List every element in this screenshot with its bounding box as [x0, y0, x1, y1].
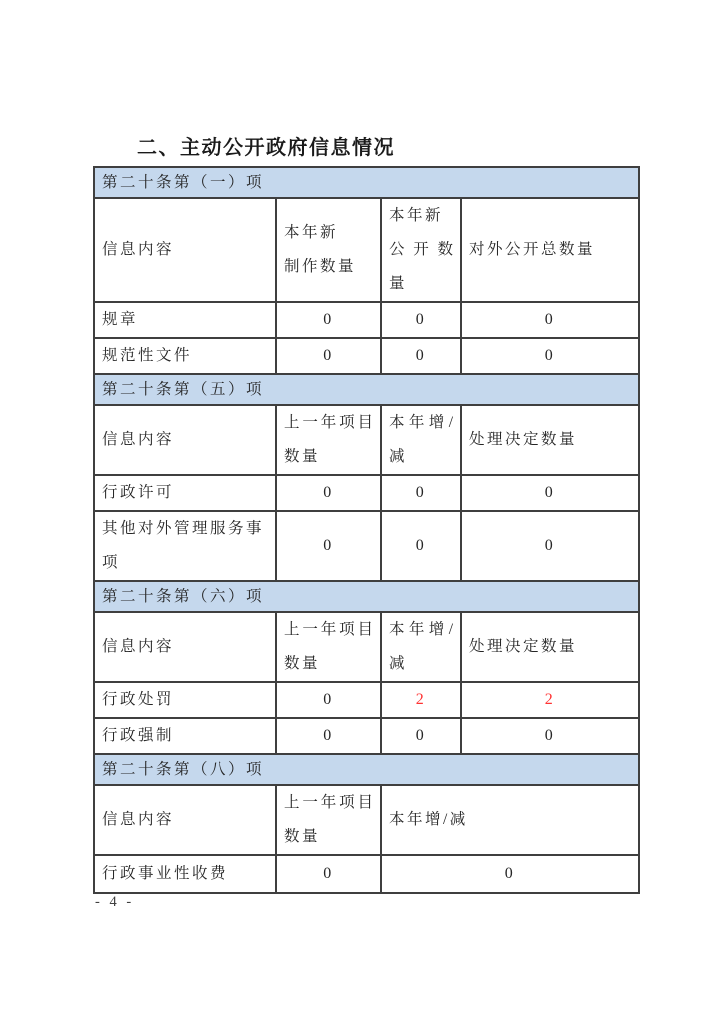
- value-cell: 0: [276, 475, 381, 511]
- header-line: 本年增/: [389, 621, 453, 638]
- value-cell: 0: [276, 511, 381, 581]
- section-band-row: [94, 374, 639, 405]
- header-year-change-merged-cell: 本年增/减: [381, 785, 639, 855]
- row-label-cell: 规章: [94, 302, 276, 338]
- data-row: [94, 475, 639, 511]
- value-cell: 0: [276, 302, 381, 338]
- value-cell: 0: [276, 338, 381, 374]
- data-row: [94, 338, 639, 374]
- value-cell: 0: [461, 511, 639, 581]
- header-line: 量: [389, 275, 408, 292]
- value-cell: 0: [381, 511, 461, 581]
- page-title: 二、主动公开政府信息情况: [137, 137, 395, 159]
- value-cell: 0: [461, 338, 639, 374]
- value-cell: 0: [381, 718, 461, 754]
- header-line: 数量: [284, 655, 321, 672]
- header-info-content-cell: 信息内容: [94, 405, 276, 475]
- header-line: 减: [389, 448, 408, 465]
- value-cell: 0: [461, 718, 639, 754]
- header-prev-year-cell: [276, 405, 381, 475]
- value-cell: 0: [461, 475, 639, 511]
- header-decisions-cell: 处理决定数量: [461, 612, 639, 682]
- data-row: [94, 682, 639, 718]
- value-cell: 0: [276, 682, 381, 718]
- header-info-content-cell: 信息内容: [94, 785, 276, 855]
- header-info-content-cell: 信息内容: [94, 612, 276, 682]
- column-header-row: [94, 405, 639, 475]
- header-new-published-cell: [381, 198, 461, 302]
- header-year-change-cell: [381, 405, 461, 475]
- section-band-cell: 第二十条第（五）项: [94, 374, 639, 405]
- data-row: [94, 511, 639, 581]
- row-label-cell: 行政强制: [94, 718, 276, 754]
- header-line: 上一年项目: [284, 621, 373, 638]
- header-prev-year-cell: [276, 785, 381, 855]
- header-total-public-cell: 对外公开总数量: [461, 198, 639, 302]
- value-cell: 0: [381, 475, 461, 511]
- value-cell: 0: [461, 302, 639, 338]
- header-decisions-cell: 处理决定数量: [461, 405, 639, 475]
- value-cell: 0: [276, 855, 381, 893]
- section-band-cell: 第二十条第（八）项: [94, 754, 639, 785]
- section-band-cell: 第二十条第（一）项: [94, 167, 639, 198]
- header-line: 本年新: [389, 207, 444, 224]
- header-prev-year-cell: [276, 612, 381, 682]
- row-label-cell: 其他对外管理服务事项: [94, 511, 276, 581]
- value-cell: 0: [381, 338, 461, 374]
- column-header-row: [94, 612, 639, 682]
- column-header-row: [94, 785, 639, 855]
- header-line: 制作数量: [284, 258, 357, 275]
- section-band-row: [94, 167, 639, 198]
- section-band-row: [94, 581, 639, 612]
- value-cell-highlighted: 2: [381, 682, 461, 718]
- header-line: 本年增/: [389, 414, 453, 431]
- header-line: 上一年项目: [284, 794, 373, 811]
- row-label-cell: 行政许可: [94, 475, 276, 511]
- data-row: [94, 855, 639, 893]
- data-row: [94, 302, 639, 338]
- column-header-row: [94, 198, 639, 302]
- header-new-made-cell: [276, 198, 381, 302]
- row-label-cell: 行政事业性收费: [94, 855, 276, 893]
- data-row: [94, 718, 639, 754]
- header-line: 减: [389, 655, 408, 672]
- value-cell: 0: [276, 718, 381, 754]
- section-band-cell: 第二十条第（六）项: [94, 581, 639, 612]
- page-number: - 4 -: [95, 894, 135, 910]
- value-cell: 0: [381, 302, 461, 338]
- header-info-content-cell: 信息内容: [94, 198, 276, 302]
- row-label-cell: 行政处罚: [94, 682, 276, 718]
- header-line: 本年新: [284, 224, 339, 241]
- header-line: 数量: [284, 828, 321, 845]
- header-line: 数量: [284, 448, 321, 465]
- header-line: 公开数: [389, 241, 453, 258]
- header-line: 上一年项目: [284, 414, 373, 431]
- disclosure-table: [93, 166, 640, 894]
- value-cell-merged: 0: [381, 855, 639, 893]
- header-year-change-cell: [381, 612, 461, 682]
- row-label-cell: 规范性文件: [94, 338, 276, 374]
- section-band-row: [94, 754, 639, 785]
- value-cell-highlighted: 2: [461, 682, 639, 718]
